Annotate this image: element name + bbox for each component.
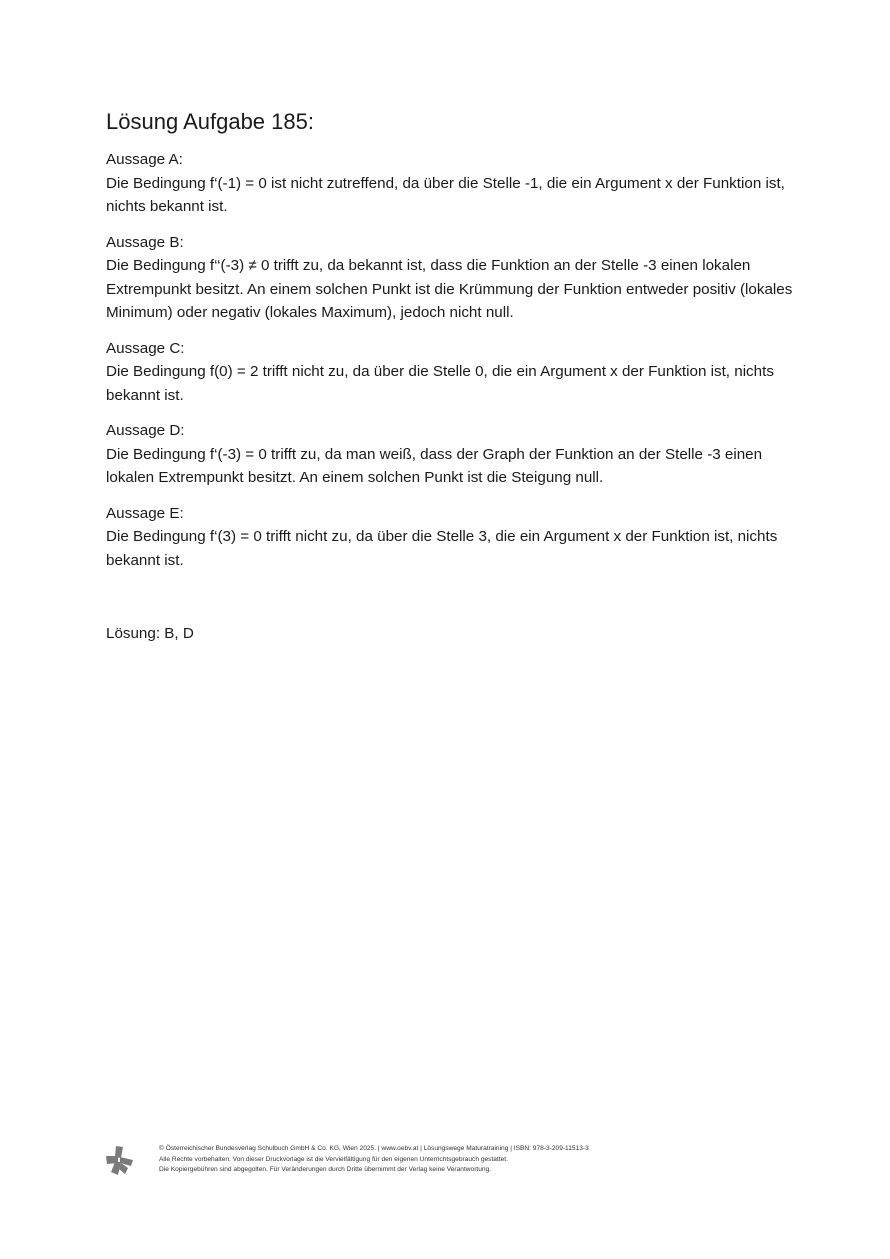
statement-text: Die Bedingung f‘(-3) = 0 trifft zu, da man weiß, dass der Graph der Funktion an der Stelle -3 einen lokalen Extrempunkt besitzt. An einem solchen Punkt ist die Steigung null.: [106, 445, 763, 486]
statement-text: Die Bedingung f‘(-1) = 0 ist nicht zutreffend, da über die Stelle -1, die ein Argument x der Funktion ist, nichts bekannt ist.: [106, 174, 785, 215]
statement-heading: Aussage D:: [106, 422, 185, 439]
footer-line: © Österreichischer Bundesverlag Schulbuch GmbH & Co. KG, Wien 2025. | www.oebv.at | Lösungswege Maturatraining | ISBN: 978-3-209-11513-3: [159, 1145, 589, 1152]
statement-text: Die Bedingung f‘(3) = 0 trifft nicht zu, da über die Stelle 3, die ein Argument x der Funktion ist, nichts bekannt ist.: [106, 528, 778, 569]
footer-copyright: [159, 1144, 589, 1176]
statement-text: Die Bedingung f‘‘(-3) ≠ 0 trifft zu, da bekannt ist, dass die Funktion an der Stelle -3 einen lokalen Extrempunkt besitzt. An einem solchen Punkt ist die Krümmung der Funktion entweder positiv (lokales Minimum) oder negativ (lokales Maximum), jedoch nicht null.: [106, 257, 793, 321]
statement-heading: Aussage B:: [106, 233, 184, 251]
footer-line: Alle Rechte vorbehalten. Von dieser Druckvorlage ist die Vervielfältigung für den eigenen Unterrichtsgebrauch gestattet.: [159, 1155, 508, 1163]
footer-line: Die Kopiergebühren sind abgegolten. Für Veränderungen durch Dritte übernimmt der Verlag keine Verantwortung.: [159, 1166, 492, 1173]
statement-heading: Aussage C:: [106, 339, 185, 357]
solution-answer: Lösung: B, D: [106, 625, 194, 642]
statement-b: [106, 231, 796, 325]
publisher-logo-icon: [106, 1146, 134, 1176]
statement-d: [106, 419, 796, 490]
statement-text: Die Bedingung f(0) = 2 trifft nicht zu, da über die Stelle 0, die ein Argument x der Funktion ist, nichts bekannt ist.: [106, 363, 774, 404]
statement-a: [106, 148, 796, 219]
statement-heading: Aussage A:: [106, 151, 183, 168]
statement-c: [106, 337, 796, 408]
page-title: Lösung Aufgabe 185:: [106, 109, 314, 134]
statement-e: [106, 502, 796, 573]
solution-content: [106, 148, 796, 646]
statement-heading: Aussage E:: [106, 504, 184, 522]
page-footer: [106, 1144, 806, 1184]
